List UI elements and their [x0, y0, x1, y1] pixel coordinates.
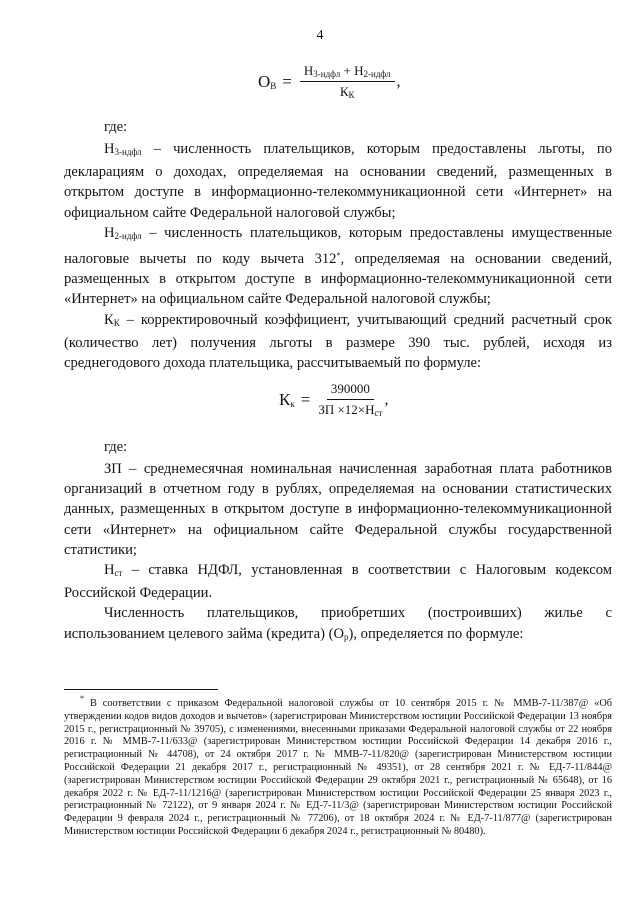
definition-n2-ndfl: $Н_{2-ндфл}$ – численность плательщиков, которым предоставлены имущественные налоговые вычеты по коду вычета 312*, определяемая на основании сведений, размещенных в открытом доступе в информационно-телекоммуникационной сети «Интернет» на официальном сайте Федеральной налоговой службы;	[64, 224, 612, 308]
definition-n3-ndfl: $Н_{3-ндфл}$ – численность плательщиков, которым предоставлены льготы, по декларациям о доходах, определяемая на основании сведений, размещенных в открытом доступе в информационно-телекоммуникационной сети «Интернет» на официальном сайте Федеральной налоговой службы;	[64, 141, 612, 221]
where-label-2: где:	[104, 439, 128, 455]
formula-kk-numerator: 390000	[327, 381, 374, 400]
paragraph-or: Численность плательщиков, приобретших (построивших) жилье с использованием целевого займа (кредита) $(О_р)$, определяется по формуле:	[64, 605, 612, 642]
footnote	[64, 693, 612, 839]
page-number: 4	[316, 28, 324, 43]
formula-ob-lhs: $О_В$	[258, 71, 277, 91]
definition-nst: $Н_{ст}$ – ставка НДФЛ, установленная в соответствии с Налоговым кодексом Российской Федерации.	[64, 562, 612, 602]
definition-kk: $К_К$ – корректировочный коэффициент, учитывающий средний расчетный срок (количество лет) получения льготы в размере 390 тыс. рублей, исходя из среднегодового дохода плательщика, рассчитываемый по формуле:	[64, 311, 612, 372]
definitions-block-2	[64, 459, 612, 647]
formula-kk-fraction	[318, 381, 382, 418]
formula-ob-numerator: $Н_{3-ндфл} + Н_{2-ндфл}$	[300, 63, 395, 82]
where-label-1: где:	[104, 119, 128, 135]
formula-kk: $К_к$ = $\frac{390000}{ЗП \times 12\times Н_{ст}}$ ,	[279, 381, 389, 418]
formula-ob-denominator: $К_К$	[339, 84, 355, 100]
footnote-text: * В соответствии с приказом Федеральной налоговой службы от 10 сентября 2015 г. № ММВ-7-11/387@ «Об утверждении кодов видов доходов и вычетов» (зарегистрирован Министерством юстиции Российской Федерации 13 ноября 2015 г., регистрационный № 39705), с изменениями, внесенными приказами Федеральной налоговой службы от 22 ноября 2016 г. № ММВ-7-11/633@ (зарегистрирован Министерством юстиции Российской Федерации 14 декабря 2016 г., регистрационный № 44708), от 24 октября 2017 г. № ММВ-7-11/820@ (зарегистрирован Министерством юстиции Российской Федерации 21 декабря 2017 г., регистрационный № 49351), от 28 сентября 2021 г. № ЕД-7-11/844@ (зарегистрирован Министерством юстиции Российской Федерации 29 октября 2021 г., регистрационный № 65648), от 16 декабря 2022 г. № ЕД-7-11/1216@ (зарегистрирован Министерством юстиции Российской Федерации 25 января 2023 г., регистрационный № 72122), от 9 января 2024 г. № ЕД-7-11/3@ (зарегистрирован Министерством юстиции Российской Федерации 9 февраля 2024 г., регистрационный № 77206), от 18 октября 2024 г. № ЕД-7-11/877@ (зарегистрирован Министерством юстиции Российской Федерации 6 декабря 2024 г., регистрационный № 80480).	[64, 694, 612, 837]
footnote-divider	[64, 689, 218, 690]
formula-ob-equals: =	[282, 71, 292, 91]
definition-zp: ЗП – среднемесячная номинальная начисленная заработная плата работников организаций в отчетном году в рублях, определяемая на основании статистических данных, размещенных в открытом доступе в информационно-телекоммуникационной сети «Интернет» на официальном сайте Федеральной службы государственной статистики;	[64, 461, 612, 558]
formula-kk-equals: =	[300, 389, 311, 409]
formula-kk-lhs: $К_к$	[279, 389, 295, 409]
formula-kk-denominator: ЗП $\times 12\times Н_{ст}$	[318, 402, 383, 418]
formula-ob-fraction	[300, 63, 395, 100]
formula-ob: $О_В$ = $\frac{Н_{3-ндфл} + Н_{2-ндфл}}{К_К}$ ,	[258, 63, 401, 100]
definitions-block-1	[64, 139, 612, 373]
